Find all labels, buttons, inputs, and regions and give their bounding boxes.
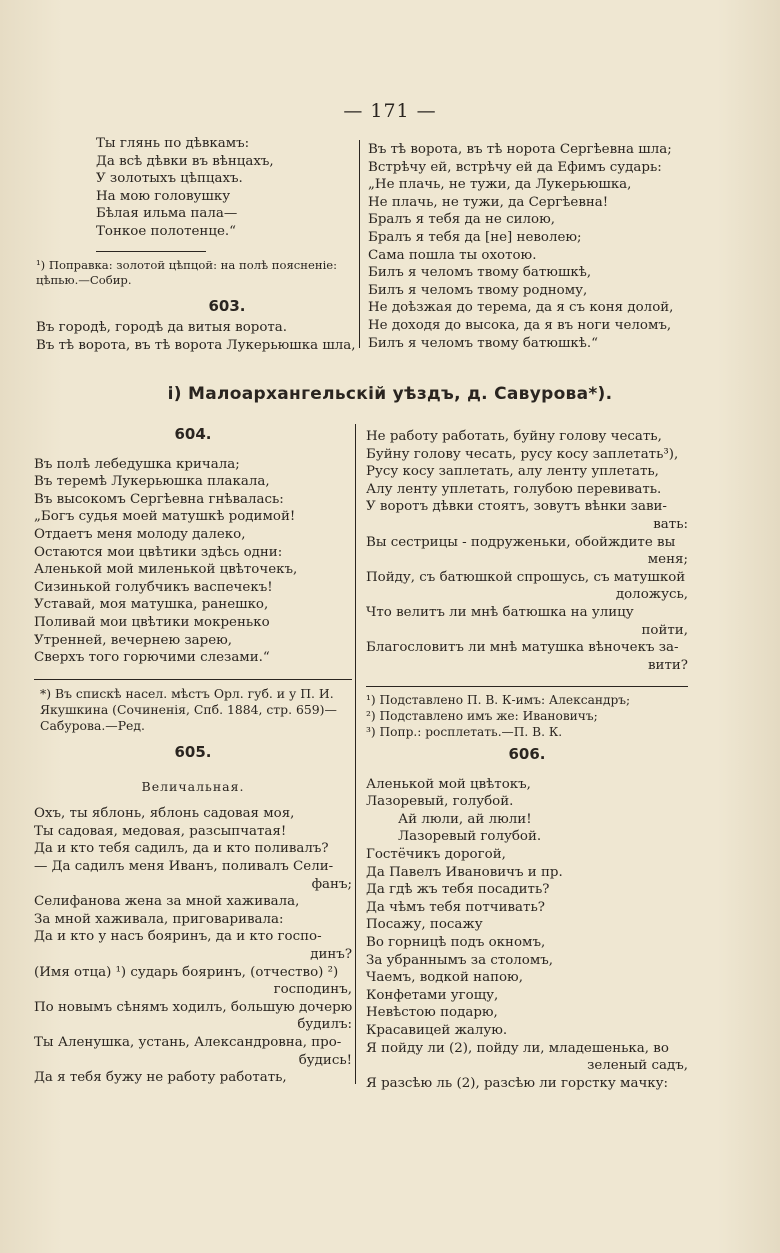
footnote-rule: [96, 251, 206, 252]
verse-line: Въ высокомъ Сергѣевна гнѣвалась:: [34, 491, 284, 507]
verse-line: Ты Аленушка, устань, Александровна, про-: [34, 1034, 342, 1050]
verse-line: Сама пошла ты охотою.: [368, 247, 537, 263]
verse-line: меня;: [647, 552, 688, 568]
verse-line: Благословитъ ли мнѣ матушка вѣночекъ за-: [366, 640, 679, 656]
page-number: — 171 —: [343, 100, 437, 122]
verse-line: Пойду, съ батюшкой спрошусь, съ матушкой: [366, 569, 686, 585]
verse-line: Вы сестрицы - подруженьки, обойждите вы: [366, 534, 676, 550]
footnote: *) Въ спискѣ насел. мѣстъ Орл. губ. и у П. И. Якушкина (Сочиненія, Спб. 1884, стр. 659)—Сабурова.—Ред.: [40, 685, 337, 733]
verse-line: Да я тебя бужу не работу работать,: [34, 1070, 287, 1086]
verse-line: Бралъ я тебя да [не] неволею;: [368, 229, 582, 245]
verse-line: Въ тѣ ворота, въ тѣ норота Сергѣевна шла;: [368, 142, 672, 157]
verse-line: „Богъ судья моей матушкѣ родимой!: [34, 509, 296, 525]
top-right-column: [368, 141, 698, 352]
verse-line: У воротъ дѣвки стоятъ, зовутъ вѣнки зави-: [366, 499, 667, 515]
verse-line: Поливай мои цвѣтики мокренько: [34, 614, 270, 630]
song-605-column: [34, 738, 352, 1087]
verse-line: „Не плачь, не тужи, да Лукерьюшка,: [368, 177, 632, 193]
verse-line: Гостёчикъ дорогой,: [366, 846, 506, 862]
song-subtitle: Величальная.: [141, 778, 245, 794]
verse-line: Уставай, моя матушка, ранешко,: [34, 597, 269, 613]
verse-line: За убраннымъ за столомъ,: [366, 952, 554, 968]
verse-line: Сизинькой голубчикъ васпечекъ!: [34, 579, 273, 595]
verse-line: У золотыхъ цѣпцахъ.: [96, 171, 243, 187]
verse-line: Утренней, вечернею зарею,: [34, 632, 233, 648]
verse-block: [36, 319, 358, 354]
verse-line: будилъ:: [297, 1017, 352, 1033]
verse-line: Селифанова жена за мной хаживала,: [34, 894, 300, 910]
verse-line: Красавицей жалую.: [366, 1022, 508, 1038]
verse-line: Аленькой мой миленькой цвѣточекъ,: [34, 562, 298, 578]
footnote-line: ³) Попр.: росплетать.—П. В. К.: [366, 724, 563, 739]
verse-line: Не плачь, не тужи, да Сергѣевна!: [368, 194, 609, 210]
verse-line: Да чѣмъ тебя потчивать?: [366, 899, 545, 915]
verse-line: Билъ я челомъ твому батюшкѣ.“: [368, 335, 598, 351]
verse-line: Въ городѣ, городѣ да витыя ворота.: [36, 320, 288, 336]
verse-line: Сверхъ того горючими слезами.“: [34, 650, 270, 666]
verse-line: Охъ, ты яблонь, яблонь садовая моя,: [34, 806, 295, 822]
verse-block: [368, 141, 698, 352]
verse-line: Да всѣ дѣвки въ вѣнцахъ,: [96, 153, 274, 169]
song-604-continuation: [366, 428, 688, 740]
verse-line: Отдаетъ меня молоду далеко,: [34, 526, 246, 542]
footnote-rule: [366, 686, 688, 687]
verse-line: Билъ я челомъ твому батюшкѣ,: [368, 265, 592, 281]
verse-line: Не доходя до высока, да я въ ноги челомъ,: [368, 317, 672, 333]
verse-block: [366, 776, 688, 1093]
verse-line: Я разсѣю ль (2), разсѣю ли горстку мачку:: [366, 1075, 669, 1091]
verse-line: За мной хаживала, приговаривала:: [34, 911, 284, 927]
verse-line: Посажу, посажу: [366, 917, 483, 933]
verse-line: Остаются мои цвѣтики здѣсь одни:: [34, 544, 283, 560]
verse-line: пойти,: [641, 622, 688, 638]
verse-line: зеленый садъ,: [587, 1058, 688, 1074]
song-number-605: 605.: [174, 743, 212, 761]
verse-block: [34, 456, 352, 667]
verse-block: [366, 428, 688, 674]
verse-line: Я пойду ли (2), пойду ли, младешенька, во: [366, 1040, 669, 1056]
verse-line: Ты глянь по дѣвкамъ:: [96, 136, 250, 151]
verse-line: Да и кто тебя садилъ, да и кто поливалъ?: [34, 841, 329, 857]
verse-line: Лазоревый голубой.: [398, 829, 542, 845]
verse-block: [96, 135, 358, 241]
footnote-line: ²) Подставлено имъ же: Ивановичъ;: [366, 708, 598, 723]
verse-line: Что велитъ ли мнѣ батюшка на улицу: [366, 604, 634, 620]
verse-line: Не доѣзжая до терема, да я съ коня долой,: [368, 300, 674, 316]
song-604-column: [34, 420, 352, 734]
verse-line: Ты садовая, медовая, разсыпчатая!: [34, 823, 287, 839]
verse-line: Бѣлая ильма пала—: [96, 206, 238, 222]
verse-line: будись!: [298, 1052, 352, 1068]
verse-line: динъ?: [310, 946, 352, 962]
verse-line: — Да садилъ меня Иванъ, поливалъ Сели-: [34, 858, 334, 874]
verse-line: Не работу работать, буйну голову чесать,: [366, 429, 662, 444]
verse-line: Русу косу заплетать, алу ленту уплетать,: [366, 464, 659, 480]
verse-line: Алу ленту уплетать, голубою перевивать.: [366, 481, 662, 497]
footnote: ¹) Поправка: золотой цѣпцой: на полѣ поясненіе: цѣпью.—Собир.: [36, 257, 338, 287]
verse-line: Бралъ я тебя да не силою,: [368, 212, 555, 228]
verse-line: Конфетами угощу,: [366, 987, 499, 1003]
section-title: і) Малоархангельскій уѣздъ, д. Савурова*).: [167, 384, 613, 404]
column-rule: [355, 424, 356, 1084]
verse-line: Во горницѣ подъ окномъ,: [366, 934, 546, 950]
verse-line: На мою головушку: [96, 188, 231, 204]
song-number-603: 603.: [208, 296, 246, 315]
column-rule: [359, 140, 360, 348]
verse-line: Ай люли, ай люли!: [398, 811, 532, 827]
footnote-line: ¹) Подставлено П. В. К-имъ: Александръ;: [366, 693, 631, 708]
verse-line: Тонкое полотенце.“: [96, 223, 236, 239]
verse-line: Да Павелъ Ивановичъ и пр.: [366, 864, 563, 880]
song-606-column: [366, 740, 688, 1092]
verse-line: Чаемъ, водкой напою,: [366, 970, 523, 986]
verse-line: Билъ я челомъ твому родному,: [368, 282, 588, 298]
verse-line: Въ тѣ ворота, въ тѣ ворота Лукерьюшка шла,: [36, 337, 356, 353]
verse-line: Встрѣчу ей, встрѣчу ей да Ефимъ сударь:: [368, 159, 662, 175]
verse-line: вити?: [648, 657, 688, 673]
top-left-column: [36, 135, 358, 354]
verse-line: (Имя отца) ¹) сударь бояринъ, (отчество) ²): [34, 964, 339, 980]
verse-line: Невѣстою подарю,: [366, 1005, 498, 1021]
verse-line: Аленькой мой цвѣтокъ,: [366, 776, 531, 792]
verse-line: доложусь,: [615, 587, 688, 603]
footnote-list: [366, 693, 688, 740]
verse-line: Да и кто у насъ бояринъ, да и кто госпо-: [34, 929, 322, 945]
footnote-rule: [34, 679, 352, 680]
verse-line: господинъ,: [273, 982, 352, 998]
verse-line: фанъ;: [311, 876, 352, 892]
verse-line: По новымъ сѣнямъ ходилъ, большую дочерю: [34, 999, 353, 1015]
verse-line: Буйну голову чесать, русу косу заплетать³),: [366, 446, 679, 462]
verse-block: [34, 805, 352, 1087]
song-number-604: 604.: [174, 425, 212, 443]
verse-line: вать:: [653, 516, 688, 532]
verse-line: Въ полѣ лебедушка кричала;: [34, 456, 240, 472]
song-number-606: 606.: [508, 745, 546, 763]
verse-line: Лазоревый, голубой.: [366, 794, 514, 810]
verse-line: Да гдѣ жъ тебя посадить?: [366, 882, 550, 898]
verse-line: Въ теремѣ Лукерьюшка плакала,: [34, 474, 270, 490]
